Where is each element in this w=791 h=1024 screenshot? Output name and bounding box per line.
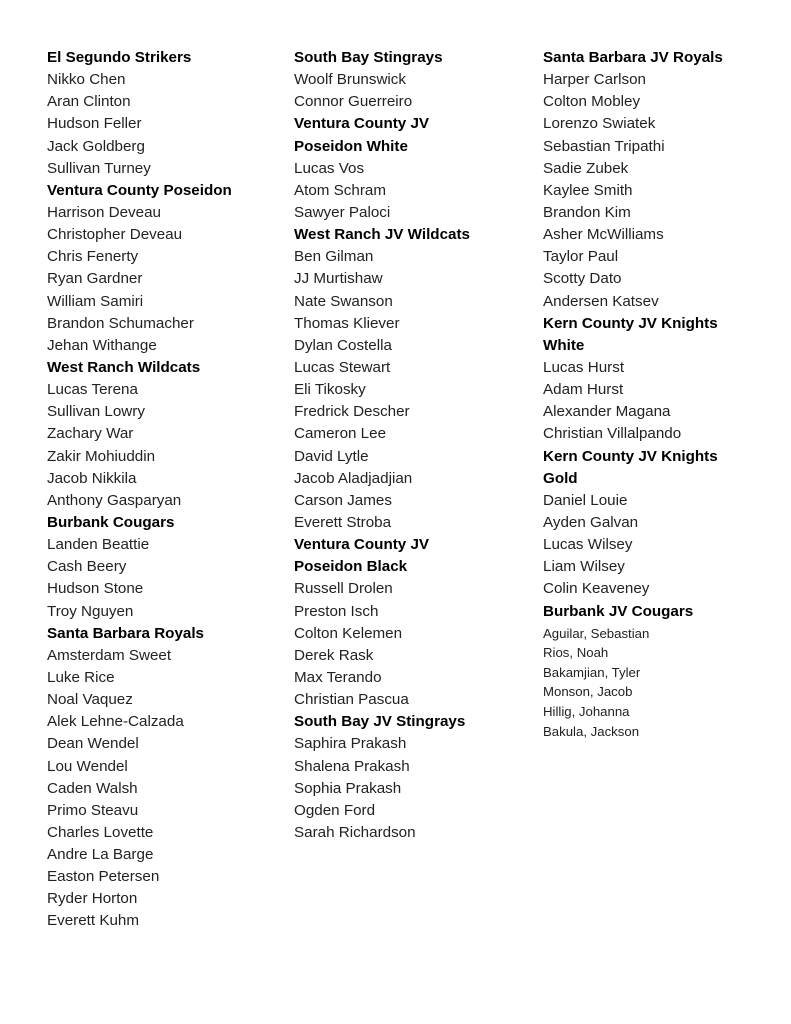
roster-column-3 <box>543 47 783 741</box>
player-name: David Lytle <box>294 447 369 465</box>
player-name: Anthony Gasparyan <box>47 491 182 509</box>
player-name: Noal Vaquez <box>47 691 133 709</box>
player-name: Landen Beattie <box>47 536 150 554</box>
team-heading: Kern County JV Knights <box>543 447 718 465</box>
player-name: Jack Goldberg <box>47 137 145 155</box>
team-heading: West Ranch JV Wildcats <box>294 226 470 244</box>
player-name: Sebastian Tripathi <box>543 137 665 155</box>
player-name: Alek Lehne-Calzada <box>47 713 184 731</box>
player-name: Ryan Gardner <box>47 270 143 288</box>
player-name: Atom Schram <box>294 181 386 199</box>
player-name: Hillig, Johanna <box>543 704 630 720</box>
player-name: Charles Lovette <box>47 823 154 841</box>
player-name: Lucas Stewart <box>294 358 391 376</box>
player-name: Luke Rice <box>47 668 115 686</box>
player-name: Woolf Brunswick <box>294 71 406 89</box>
player-name: Cash Beery <box>47 558 127 576</box>
team-heading: Ventura County JV <box>294 115 430 133</box>
team-heading: Santa Barbara Royals <box>47 624 205 642</box>
player-name: Connor Guerreiro <box>294 93 413 111</box>
player-name: Chris Fenerty <box>47 248 139 266</box>
player-name: Jehan Withange <box>47 336 157 354</box>
player-name: Ayden Galvan <box>543 513 639 531</box>
player-name: Nate Swanson <box>294 292 393 310</box>
player-name: Alexander Magana <box>543 403 671 421</box>
player-name: Fredrick Descher <box>294 403 410 421</box>
player-name: Jacob Aladjadjian <box>294 469 413 487</box>
player-name: Derek Rask <box>294 646 374 664</box>
burbank-jv-roster-list <box>543 624 783 742</box>
player-name: Christopher Deveau <box>47 226 183 244</box>
team-heading: Kern County JV Knights <box>543 314 718 332</box>
player-name: Bakamjian, Tyler <box>543 664 641 680</box>
player-name: Daniel Louie <box>543 491 628 509</box>
player-name: Sophia Prakash <box>294 779 402 797</box>
player-name: Shalena Prakash <box>294 757 410 775</box>
player-name: Christian Villalpando <box>543 425 682 443</box>
player-name: Nikko Chen <box>47 71 126 89</box>
player-name: Hudson Stone <box>47 580 144 598</box>
player-name: Hudson Feller <box>47 115 142 133</box>
player-name: Brandon Schumacher <box>47 314 194 332</box>
player-name: Harper Carlson <box>543 71 646 89</box>
player-name: Max Terando <box>294 668 382 686</box>
player-name: Brandon Kim <box>543 203 631 221</box>
player-name: Bakula, Jackson <box>543 723 640 739</box>
player-name: Kaylee Smith <box>543 181 633 199</box>
player-name: Dean Wendel <box>47 735 139 753</box>
team-heading: El Segundo Strikers <box>47 49 192 66</box>
player-name: Lucas Wilsey <box>543 536 633 554</box>
team-heading: Burbank Cougars <box>47 513 175 531</box>
team-heading: West Ranch Wildcats <box>47 358 201 376</box>
player-name: Troy Nguyen <box>47 602 134 620</box>
team-heading: Santa Barbara JV Royals <box>543 49 723 66</box>
player-name: Cameron Lee <box>294 425 387 443</box>
player-name: Amsterdam Sweet <box>47 646 172 664</box>
player-name: Monson, Jacob <box>543 684 633 700</box>
player-name: William Samiri <box>47 292 144 310</box>
player-name: Sarah Richardson <box>294 823 416 841</box>
player-name: Lucas Hurst <box>543 358 625 376</box>
player-name: Scotty Dato <box>543 270 622 288</box>
player-name: Russell Drolen <box>294 580 393 598</box>
team-heading: Poseidon Black <box>294 558 408 576</box>
team-heading: White <box>543 336 585 354</box>
player-name: Andre La Barge <box>47 846 154 864</box>
player-name: Colton Kelemen <box>294 624 403 642</box>
team-heading: Gold <box>543 469 578 487</box>
player-name: Sadie Zubek <box>543 159 629 177</box>
player-name: Everett Kuhm <box>47 912 140 930</box>
player-name: Ryder Horton <box>47 890 138 908</box>
team-heading: Poseidon White <box>294 137 408 155</box>
player-name: Zachary War <box>47 425 134 443</box>
player-name: Ben Gilman <box>294 248 374 266</box>
player-name: Andersen Katsev <box>543 292 659 310</box>
player-name: Liam Wilsey <box>543 558 625 576</box>
player-name: Asher McWilliams <box>543 226 664 244</box>
player-name: Colin Keaveney <box>543 580 650 598</box>
player-name: Lucas Terena <box>47 381 138 399</box>
roster-column-1 <box>47 47 287 933</box>
team-heading: South Bay Stingrays <box>294 49 443 66</box>
team-heading: South Bay JV Stingrays <box>294 713 466 731</box>
player-name: Jacob Nikkila <box>47 469 137 487</box>
player-name: Lucas Vos <box>294 159 365 177</box>
player-name: Lorenzo Swiatek <box>543 115 656 133</box>
player-name: Zakir Mohiuddin <box>47 447 156 465</box>
player-name: Aguilar, Sebastian <box>543 625 650 641</box>
player-name: Taylor Paul <box>543 248 619 266</box>
team-heading: Ventura County JV <box>294 536 430 554</box>
player-name: Carson James <box>294 491 392 509</box>
player-name: Easton Petersen <box>47 868 160 886</box>
player-name: Adam Hurst <box>543 381 624 399</box>
player-name: Rios, Noah <box>543 645 609 661</box>
player-name: Sullivan Lowry <box>47 403 145 421</box>
player-name: Dylan Costella <box>294 336 392 354</box>
player-name: Eli Tikosky <box>294 381 366 399</box>
player-name: Preston Isch <box>294 602 379 620</box>
team-heading: Burbank JV Cougars <box>543 602 694 620</box>
player-name: Harrison Deveau <box>47 203 161 221</box>
player-name: Sullivan Turney <box>47 159 151 177</box>
player-name: JJ Murtishaw <box>294 270 383 288</box>
team-heading: Ventura County Poseidon <box>47 181 232 199</box>
player-name: Colton Mobley <box>543 93 641 111</box>
roster-column-2 <box>294 47 534 844</box>
player-name: Everett Stroba <box>294 513 392 531</box>
player-name: Christian Pascua <box>294 691 409 709</box>
player-name: Saphira Prakash <box>294 735 407 753</box>
player-name: Thomas Kliever <box>294 314 400 332</box>
player-name: Ogden Ford <box>294 801 376 819</box>
player-name: Caden Walsh <box>47 779 138 797</box>
player-name: Lou Wendel <box>47 757 128 775</box>
player-name: Primo Steavu <box>47 801 139 819</box>
player-name: Sawyer Paloci <box>294 203 391 221</box>
player-name: Aran Clinton <box>47 93 131 111</box>
